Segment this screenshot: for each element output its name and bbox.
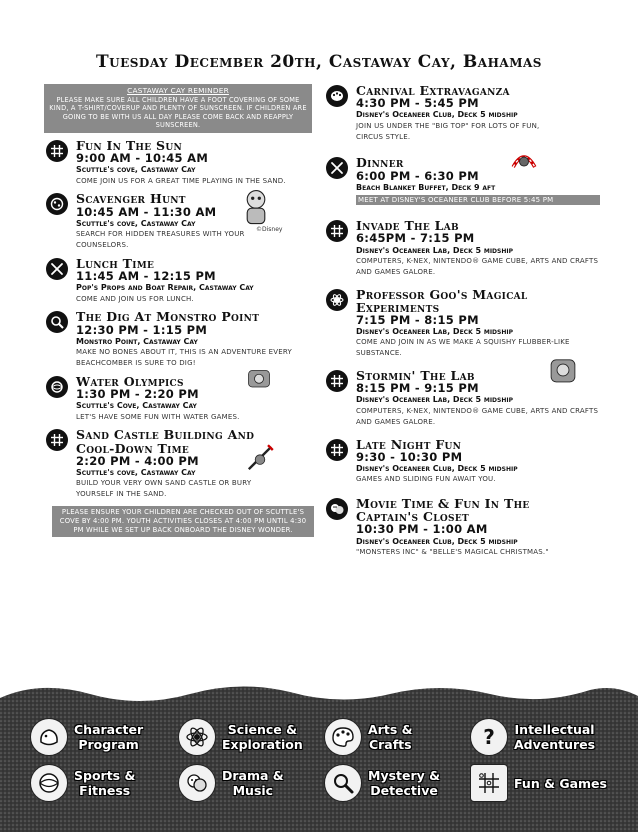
cartoon-clipart (244, 442, 276, 474)
sports-icon (46, 376, 68, 398)
event-invade-the-lab (324, 219, 600, 277)
left-column (44, 84, 314, 537)
event-location: Disney's Oceaneer Lab, Deck 5 midship (356, 395, 514, 405)
reminder-notice (44, 84, 312, 133)
cartoon-clipart (234, 184, 278, 228)
science-icon (326, 289, 348, 311)
event-late-night-fun (324, 438, 600, 486)
science-icon (178, 718, 216, 756)
event-dinner (324, 156, 600, 205)
fun-games-icon (326, 370, 348, 392)
legend-label: Mystery & (368, 768, 441, 783)
reminder-title: CASTAWAY CAY REMINDER (127, 86, 229, 95)
event-time: 12:30 PM - 1:15 PM (76, 322, 208, 337)
fork-knife-icon (46, 258, 68, 280)
event-description: COMPUTERS, K-NEX, NINTENDO® GAME CUBE, ARTS AND CRAFTS AND GAMES GALORE. (356, 406, 599, 426)
fun-games-icon (46, 140, 68, 162)
intellectual-adventures-icon (470, 718, 508, 756)
event-description: COME AND JOIN US FOR LUNCH. (76, 294, 194, 303)
character-program-icon (30, 718, 68, 756)
fun-games-icon (46, 429, 68, 451)
checkout-notice (52, 506, 314, 537)
legend-mystery (324, 764, 440, 802)
event-description: COME JOIN US FOR A GREAT TIME PLAYING IN THE SAND. (76, 176, 286, 185)
legend-background (0, 680, 638, 832)
legend-label: Fun & Games (514, 775, 607, 791)
event-time: 9:30 - 10:30 PM (356, 449, 463, 464)
cartoon-clipart (244, 363, 274, 393)
event-description: "MONSTERS INC" & "BELLE'S MAGICAL CHRISTMAS." (356, 547, 549, 556)
event-title: Movie Time & Fun In The Captain's Closet (356, 496, 530, 525)
event-title: Lunch Time (76, 255, 155, 271)
legend-sports (30, 764, 135, 802)
svg-text:?: ? (483, 725, 495, 749)
cartoon-clipart (504, 140, 544, 176)
legend-label: Science & (227, 722, 297, 737)
event-location: Scuttle's Cove, Castaway Cay (76, 401, 197, 411)
event-time: 7:15 PM - 8:15 PM (356, 312, 479, 327)
legend-label: Drama & (222, 768, 284, 783)
fun-games-icon (326, 439, 348, 461)
event-location: Scuttle's cove, Castaway Cay (76, 467, 196, 477)
event-location: Disney's Oceaneer Club, Deck 5 midship (356, 536, 518, 546)
event-title: Invade The Lab (356, 218, 459, 234)
drama-music-icon (326, 498, 348, 520)
legend-label: Character (74, 722, 144, 737)
event-title: Stormin' The Lab (356, 368, 475, 384)
event-the-dig (44, 310, 314, 368)
legend-arts-crafts (324, 718, 413, 756)
event-location: Disney's Oceaneer Lab, Deck 5 midship (356, 327, 514, 337)
event-movie-time (324, 497, 600, 558)
drama-music-icon (178, 764, 216, 802)
event-location: Pop's Props and Boat Repair, Castaway Cay (76, 283, 254, 293)
event-title: The Dig At Monstro Point (76, 309, 260, 325)
event-time: 4:30 PM - 5:45 PM (356, 96, 479, 111)
meet-notice: MEET AT DISNEY'S OCEANEER CLUB BEFORE 5:45 PM (356, 195, 600, 205)
event-title: Carnival Extravaganza (356, 83, 510, 98)
legend-label: Detective (370, 783, 438, 798)
event-location: Disney's Oceaneer Club, Deck 5 midship (356, 110, 518, 120)
event-description: MAKE NO BONES ABOUT IT, THIS IS AN ADVENTURE EVERY BEACHCOMBER IS SURE TO DIG! (76, 348, 292, 368)
event-title: Professor Goo's Magical Experiments (356, 286, 528, 315)
event-fun-in-the-sun (44, 139, 314, 187)
legend-label: Program (78, 737, 139, 752)
event-scavenger-hunt (44, 192, 314, 250)
event-location: Disney's Oceaneer Lab, Deck 5 midship (356, 245, 514, 255)
event-time: 6:00 PM - 6:30 PM (356, 168, 479, 183)
fun-games-icon (470, 764, 508, 802)
event-carnival (324, 84, 600, 142)
legend-character-program (30, 718, 143, 756)
legend-label: Adventures (514, 737, 596, 752)
legend-label: Music (232, 783, 274, 798)
event-title: Scavenger Hunt (76, 191, 186, 207)
legend-label: Intellectual (514, 722, 595, 737)
event-location: Scuttle's cove, Castaway Cay (76, 165, 196, 175)
event-time: 2:20 PM - 4:00 PM (76, 453, 199, 468)
legend-fun-games (470, 764, 607, 802)
magnifier-icon (324, 764, 362, 802)
legend-label: Crafts (368, 737, 412, 752)
event-time: 11:45 AM - 12:15 PM (76, 269, 216, 283)
copyright-mark: ©Disney (256, 226, 283, 234)
arts-crafts-icon (324, 718, 362, 756)
fun-games-icon (326, 220, 348, 242)
event-title: Water Olympics (76, 373, 184, 389)
event-title: Dinner (356, 155, 404, 171)
event-lunch-time (44, 257, 314, 305)
event-location: Scuttle's cove, Castaway Cay (76, 218, 196, 228)
event-sand-castle (44, 428, 314, 500)
cartoon-clipart (546, 353, 580, 387)
legend-intellectual (470, 718, 595, 756)
event-time: 6:45PM - 7:15 PM (356, 231, 475, 246)
magnifier-icon (46, 311, 68, 333)
arts-crafts-icon (326, 85, 348, 107)
event-time: 1:30 PM - 2:20 PM (76, 387, 199, 401)
right-column (324, 84, 600, 558)
intellectual-adventures-icon (46, 193, 68, 215)
event-description: LET'S HAVE SOME FUN WITH WATER GAMES. (76, 412, 240, 421)
fork-knife-icon (326, 157, 348, 179)
event-time: 10:45 AM - 11:30 AM (76, 204, 217, 219)
event-description: SEARCH FOR HIDDEN TREASURES WITH YOUR COUNSELORS. (76, 230, 245, 250)
legend-label: Sports & (74, 768, 136, 783)
event-time: 8:15 PM - 9:15 PM (356, 381, 479, 396)
legend-drama-music (178, 764, 284, 802)
event-title: Late Night Fun (356, 436, 462, 452)
event-title: Fun In The Sun (76, 137, 183, 153)
event-stormin-the-lab (324, 369, 600, 427)
event-description: GAMES AND SLIDING FUN AWAIT YOU. (356, 475, 496, 484)
event-description: COMPUTERS, K-NEX, NINTENDO® GAME CUBE, ARTS AND CRAFTS AND GAMES GALORE. (356, 256, 599, 276)
event-title: Sand Castle Building And Cool-Down Time (76, 427, 255, 456)
sports-icon (30, 764, 68, 802)
event-description: COME AND JOIN IN AS WE MAKE A SQUISHY FLUBBER-LIKE SUBSTANCE. (356, 338, 570, 358)
event-description: JOIN US UNDER THE "BIG TOP" FOR LOTS OF FUN, CIRCUS STYLE. (356, 121, 540, 141)
event-location: Disney's Oceaneer Club, Deck 5 midship (356, 463, 518, 473)
legend-label: Exploration (222, 737, 303, 752)
event-water-olympics (44, 375, 314, 423)
event-description: BUILD YOUR VERY OWN SAND CASTLE OR BURY YOURSELF IN THE SAND. (76, 479, 252, 499)
activity-legend (0, 680, 638, 832)
checkout-text: PLEASE ENSURE YOUR CHILDREN ARE CHECKED OUT OF SCUTTLE'S COVE BY 4:00 PM. YOUTH ACTIVITIES CLOSES AT 4:00 PM UNTIL 4:30 PM WHILE WE SET UP BACK ONBOARD THE DISNEY WONDER. (59, 508, 307, 534)
legend-label: Fitness (79, 783, 131, 798)
reminder-text: PLEASE MAKE SURE ALL CHILDREN HAVE A FOOT COVERING OF SOME KIND, A T-SHIRT/COVERUP AND PLENTY OF SUNSCREEN. IF CHILDREN ARE GOING TO BE WITH US ALL DAY PLEASE COME BACK AND REAPPLY SUNSCREEN. (49, 95, 307, 130)
page-title: Tuesday December 20th, Castaway Cay, Bahamas (96, 52, 542, 72)
event-time: 10:30 PM - 1:00 AM (356, 522, 488, 537)
event-professor-goo (324, 288, 600, 360)
legend-science (178, 718, 303, 756)
event-location: Beach Blanket Buffet, Deck 9 aft (356, 182, 496, 192)
event-time: 9:00 AM - 10:45 AM (76, 151, 209, 165)
event-location: Monstro Point, Castaway Cay (76, 336, 198, 346)
legend-label: Arts & (368, 722, 413, 737)
